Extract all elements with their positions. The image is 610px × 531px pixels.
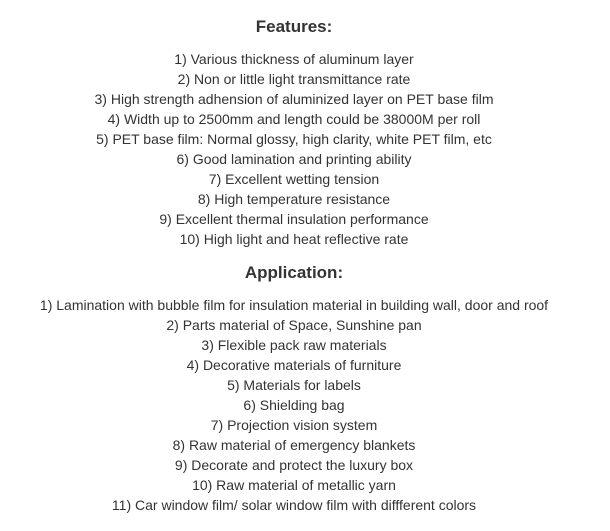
features-heading: Features:	[255, 17, 333, 36]
application-item: 9) Decorate and protect the luxury box	[174, 457, 414, 473]
application-item: 5) Materials for labels	[227, 377, 361, 393]
feature-item: 5) PET base film: Normal glossy, high clarity, white PET film, etc	[96, 131, 492, 147]
application-item: 1) Lamination with bubble film for insulation material in building wall, door and roof	[39, 297, 549, 313]
feature-item: 4) Width up to 2500mm and length could be 38000M per roll	[107, 111, 481, 127]
application-item: 3) Flexible pack raw materials	[201, 337, 387, 353]
feature-item: 2) Non or little light transmittance rate	[177, 71, 411, 87]
application-item: 6) Shielding bag	[243, 397, 345, 413]
application-list	[0, 295, 588, 515]
application-section	[0, 263, 588, 515]
application-item: 8) Raw material of emergency blankets	[172, 437, 416, 453]
feature-item: 7) Excellent wetting tension	[208, 171, 380, 187]
feature-item: 10) High light and heat reflective rate	[179, 231, 409, 247]
feature-item: 1) Various thickness of aluminum layer	[174, 51, 414, 67]
application-heading: Application:	[244, 263, 344, 282]
feature-item: 3) High strength adhension of aluminized layer on PET base film	[94, 91, 494, 107]
application-item: 11) Car window film/ solar window film with diffferent colors	[111, 497, 477, 513]
features-list	[0, 49, 588, 249]
application-item: 10) Raw material of metallic yarn	[192, 477, 396, 493]
application-item: 2) Parts material of Space, Sunshine pan	[166, 317, 422, 333]
feature-item: 9) Excellent thermal insulation performance	[159, 211, 429, 227]
feature-item: 6) Good lamination and printing ability	[176, 151, 412, 167]
application-item: 7) Projection vision system	[210, 417, 378, 433]
application-item: 4) Decorative materials of furniture	[186, 357, 402, 373]
features-section	[0, 0, 588, 249]
feature-item: 8) High temperature resistance	[197, 191, 391, 207]
